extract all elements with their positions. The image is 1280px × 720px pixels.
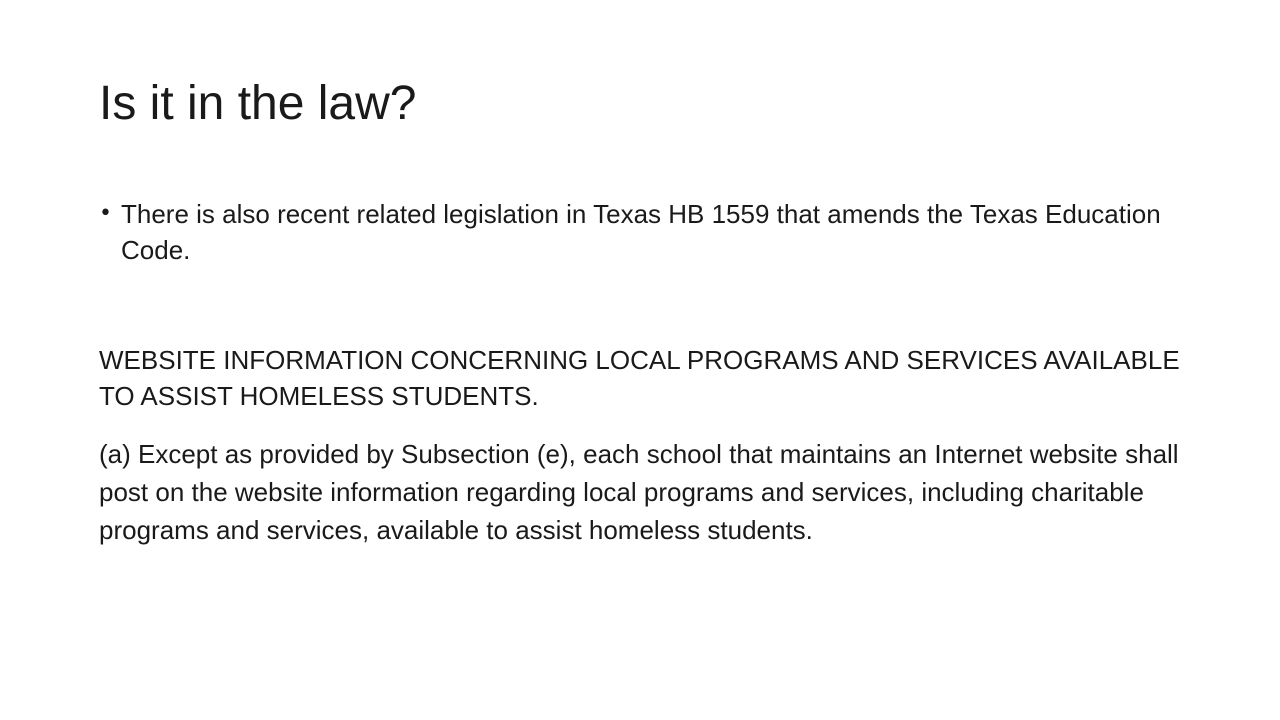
law-paragraph: (a) Except as provided by Subsection (e), each school that maintains an Internet website shall post on the website information regarding local programs and services, including charitable programs and services, available to assist homeless students. [99, 439, 1179, 545]
bullet-dot-icon: • [99, 201, 112, 226]
bullet-text: There is also recent related legislation in Texas HB 1559 that amends the Texas Education Code. [121, 199, 1161, 265]
section-heading: WEBSITE INFORMATION CONCERNING LOCAL PROGRAMS AND SERVICES AVAILABLE TO ASSIST HOMELESS STUDENTS. [99, 345, 1180, 411]
bullet-item [99, 196, 1179, 268]
slide-title: Is it in the law? [99, 77, 417, 130]
